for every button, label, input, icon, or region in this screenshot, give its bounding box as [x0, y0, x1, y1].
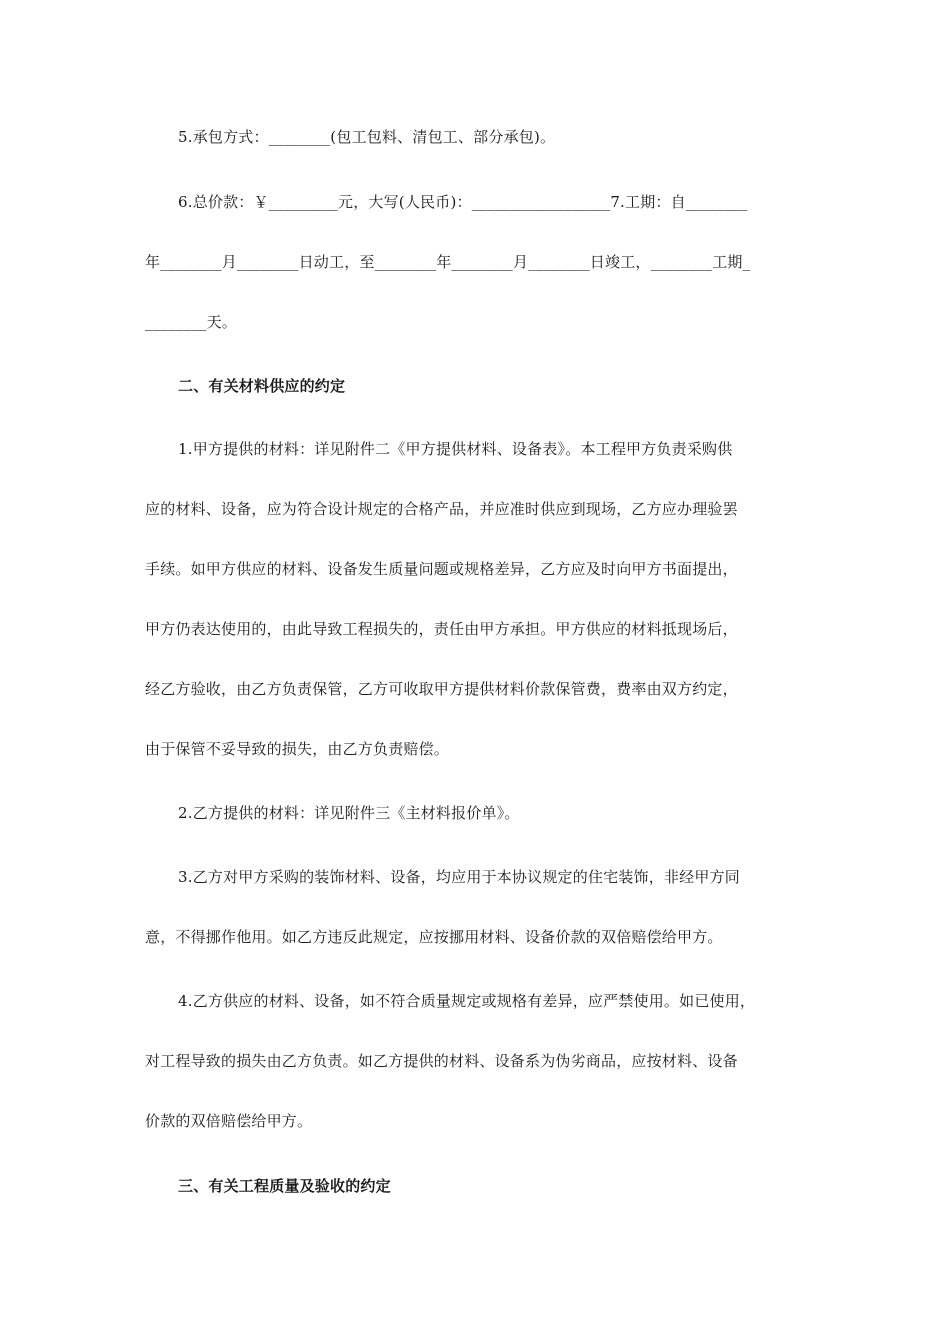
material-clause-4-line-1: 4.乙方供应的材料、设备，如不符合质量规定或规格有差异，应严禁使用。如已使用， — [178, 992, 756, 1010]
material-clause-1-line-5: 经乙方验收，由乙方负责保管，乙方可收取甲方提供材料价款保管费，费率由双方约定， — [145, 680, 738, 698]
material-clause-4-line-3: 价款的双倍赔偿给甲方。 — [145, 1112, 313, 1130]
material-clause-1-line-4: 甲方仍表达使用的，由此导致工程损失的，责任由甲方承担。甲方供应的材料抵现场后， — [145, 620, 738, 638]
material-clause-1-line-2: 应的材料、设备，应为符合设计规定的合格产品，并应准时供应到现场，乙方应办理验罢 — [145, 500, 738, 518]
clause-7-duration-days: ________天。 — [145, 313, 238, 331]
material-clause-4-line-2: 对工程导致的损失由乙方负责。如乙方提供的材料、设备系为伪劣商品，应按材料、设备 — [145, 1052, 738, 1070]
material-clause-3-line-2: 意，不得挪作他用。如乙方违反此规定，应按挪用材料、设备价款的双倍赔偿给甲方。 — [145, 928, 723, 946]
clause-7-duration-dates: 年________月________日动工，至________年________月________日竣工，________工期_ — [145, 253, 751, 271]
section-2-heading: 二、有关材料供应的约定 — [178, 377, 346, 395]
material-clause-1-line-1: 1.甲方提供的材料：详见附件二《甲方提供材料、设备表》。本工程甲方负责采购供 — [178, 440, 733, 458]
material-clause-1-line-6: 由于保管不妥导致的损失，由乙方负责赔偿。 — [145, 740, 450, 758]
material-clause-1-line-3: 手续。如甲方供应的材料、设备发生质量问题或规格差异，乙方应及时向甲方书面提出， — [145, 560, 738, 578]
material-clause-3-line-1: 3.乙方对甲方采购的装饰材料、设备，均应用于本协议规定的住宅装饰，非经甲方同 — [178, 868, 740, 886]
section-3-heading: 三、有关工程质量及验收的约定 — [178, 1177, 391, 1195]
clause-6-total-price: 6.总价款：￥_________元，大写(人民币)：__________________7.工期：自________ — [178, 193, 748, 211]
material-clause-2: 2.乙方提供的材料：详见附件三《主材料报价单》。 — [178, 804, 520, 822]
clause-5-contract-method: 5.承包方式：________(包工包料、清包工、部分承包)。 — [178, 128, 556, 146]
